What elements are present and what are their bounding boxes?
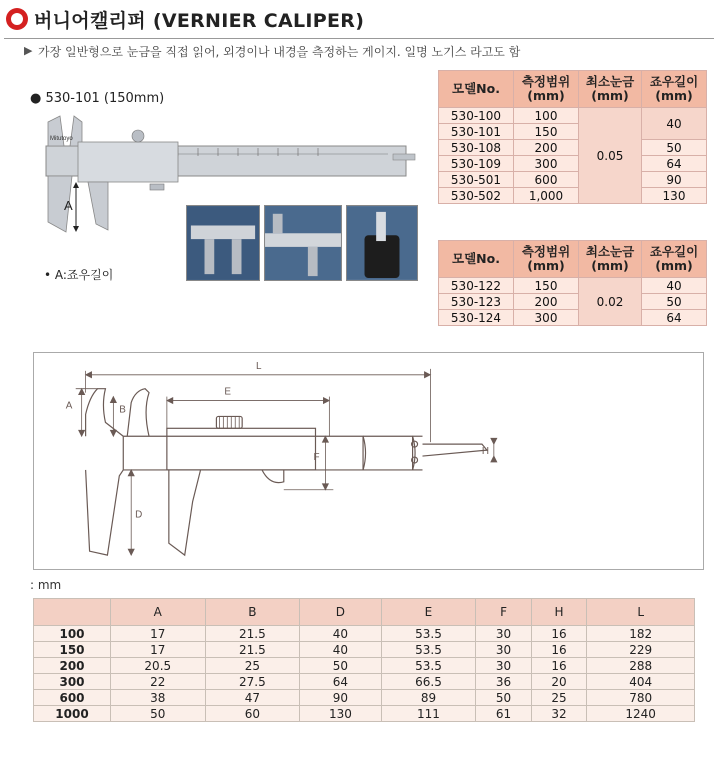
range-cell: 150 xyxy=(514,124,579,140)
model-cell: 530-108 xyxy=(439,140,514,156)
jaw-length-cell: 90 xyxy=(642,172,707,188)
dim-cell: 111 xyxy=(381,706,476,722)
dim-cell: 38 xyxy=(111,690,206,706)
dim-cell: 229 xyxy=(587,642,695,658)
dim-cell: 61 xyxy=(476,706,532,722)
range-cell: 100 xyxy=(514,108,579,124)
bullet-arrow-icon: ▶ xyxy=(24,44,33,57)
dim-cell: 40 xyxy=(300,626,382,642)
title-divider xyxy=(4,38,714,39)
dim-cell: 50 xyxy=(111,706,206,722)
jaw-length-cell: 50 xyxy=(642,140,707,156)
detail-photo-1 xyxy=(186,205,260,281)
dim-cell: 288 xyxy=(587,658,695,674)
photo-dimension-a-label: A xyxy=(64,198,73,213)
header-model: 모델No. xyxy=(439,71,514,108)
dim-header-b: B xyxy=(205,599,300,626)
jaw-length-note: • A:죠우길이 xyxy=(44,268,114,282)
jaw-length-cell: 40 xyxy=(642,278,707,294)
dim-cell: 30 xyxy=(476,626,532,642)
model-cell: 530-122 xyxy=(439,278,514,294)
dim-cell: 17 xyxy=(111,626,206,642)
table-row xyxy=(34,690,695,706)
header-range: 측정범위 (mm) xyxy=(514,71,579,108)
label-d: D xyxy=(135,509,143,521)
dim-cell: 53.5 xyxy=(381,642,476,658)
dim-header-f: F xyxy=(476,599,532,626)
dim-cell: 1000 xyxy=(34,706,111,722)
model-cell: 530-109 xyxy=(439,156,514,172)
range-cell: 1,000 xyxy=(514,188,579,204)
jaw-length-cell: 40 xyxy=(642,108,707,140)
graduation-cell: 0.05 xyxy=(579,108,642,204)
dim-cell: 20 xyxy=(531,674,587,690)
dim-cell: 21.5 xyxy=(205,626,300,642)
table-row xyxy=(34,642,695,658)
header-graduation: 최소눈금 (mm) xyxy=(579,241,642,278)
dim-cell: 50 xyxy=(476,690,532,706)
table-row xyxy=(34,626,695,642)
model-label: ● 530-101 (150mm) xyxy=(30,91,165,106)
spec-table-005 xyxy=(438,70,707,204)
detail-photo-2 xyxy=(264,205,342,281)
range-cell: 300 xyxy=(514,310,579,326)
page-title: 버니어캘리퍼 (VERNIER CALIPER) xyxy=(34,10,365,32)
range-cell: 200 xyxy=(514,294,579,310)
dim-cell: 16 xyxy=(531,626,587,642)
jaw-length-cell: 50 xyxy=(642,294,707,310)
graduation-cell: 0.02 xyxy=(579,278,642,326)
dim-cell: 404 xyxy=(587,674,695,690)
model-cell: 530-501 xyxy=(439,172,514,188)
table-row xyxy=(34,658,695,674)
unit-label: : mm xyxy=(30,578,62,592)
model-cell: 530-101 xyxy=(439,124,514,140)
dim-cell: 1240 xyxy=(587,706,695,722)
dim-cell: 25 xyxy=(205,658,300,674)
header-jaw-length: 죠우길이 (mm) xyxy=(642,241,707,278)
dim-cell: 300 xyxy=(34,674,111,690)
dim-cell: 50 xyxy=(300,658,382,674)
svg-text:Mitutoyo: Mitutoyo xyxy=(50,136,73,142)
dim-cell: 16 xyxy=(531,658,587,674)
dim-header-a: A xyxy=(111,599,206,626)
model-cell: 530-124 xyxy=(439,310,514,326)
dim-cell: 780 xyxy=(587,690,695,706)
spec-table-002 xyxy=(438,240,707,326)
dim-cell: 17 xyxy=(111,642,206,658)
jaw-length-cell: 64 xyxy=(642,156,707,172)
table-row xyxy=(34,706,695,722)
range-cell: 300 xyxy=(514,156,579,172)
dim-cell: 25 xyxy=(531,690,587,706)
dim-header-h: H xyxy=(531,599,587,626)
dim-cell: 47 xyxy=(205,690,300,706)
range-cell: 600 xyxy=(514,172,579,188)
dim-cell: 150 xyxy=(34,642,111,658)
dim-cell: 21.5 xyxy=(205,642,300,658)
label-e: E xyxy=(224,386,231,398)
label-l: L xyxy=(256,360,262,372)
label-f: F xyxy=(313,452,320,464)
dimension-table xyxy=(33,598,695,722)
dim-cell: 100 xyxy=(34,626,111,642)
dim-cell: 182 xyxy=(587,626,695,642)
dim-cell: 53.5 xyxy=(381,626,476,642)
header-range: 측정범위 (mm) xyxy=(514,241,579,278)
dim-cell: 53.5 xyxy=(381,658,476,674)
dim-cell: 36 xyxy=(476,674,532,690)
dim-cell: 66.5 xyxy=(381,674,476,690)
label-a: A xyxy=(65,400,73,412)
model-cell: 530-100 xyxy=(439,108,514,124)
dim-header-d: D xyxy=(300,599,382,626)
dim-cell: 600 xyxy=(34,690,111,706)
jaw-length-cell: 130 xyxy=(642,188,707,204)
dim-cell: 20.5 xyxy=(111,658,206,674)
dim-cell: 89 xyxy=(381,690,476,706)
model-cell: 530-123 xyxy=(439,294,514,310)
dim-cell: 130 xyxy=(300,706,382,722)
dim-cell: 90 xyxy=(300,690,382,706)
dim-cell: 22 xyxy=(111,674,206,690)
header-graduation: 최소눈금 (mm) xyxy=(579,71,642,108)
dim-cell: 27.5 xyxy=(205,674,300,690)
dim-cell: 64 xyxy=(300,674,382,690)
dim-cell: 30 xyxy=(476,642,532,658)
dim-cell: 30 xyxy=(476,658,532,674)
range-cell: 150 xyxy=(514,278,579,294)
dim-cell: 16 xyxy=(531,642,587,658)
detail-photo-3 xyxy=(346,205,418,281)
header-jaw-length: 죠우길이 (mm) xyxy=(642,71,707,108)
jaw-length-cell: 64 xyxy=(642,310,707,326)
dim-cell: 200 xyxy=(34,658,111,674)
dim-header-model xyxy=(34,599,111,626)
range-cell: 200 xyxy=(514,140,579,156)
table-row xyxy=(34,674,695,690)
model-cell: 530-502 xyxy=(439,188,514,204)
caliper-dimension-diagram xyxy=(33,352,704,570)
title-circle-icon xyxy=(6,8,28,30)
label-h: H xyxy=(481,446,490,458)
header-model: 모델No. xyxy=(439,241,514,278)
dim-cell: 40 xyxy=(300,642,382,658)
product-description: 가장 일반형으로 눈금을 직접 읽어, 외경이나 내경을 측정하는 게이지. 일명 노기스 라고도 함 xyxy=(38,45,521,59)
dim-header-l: L xyxy=(587,599,695,626)
label-b: B xyxy=(119,404,126,416)
dim-cell: 60 xyxy=(205,706,300,722)
dim-cell: 32 xyxy=(531,706,587,722)
dim-header-e: E xyxy=(381,599,476,626)
